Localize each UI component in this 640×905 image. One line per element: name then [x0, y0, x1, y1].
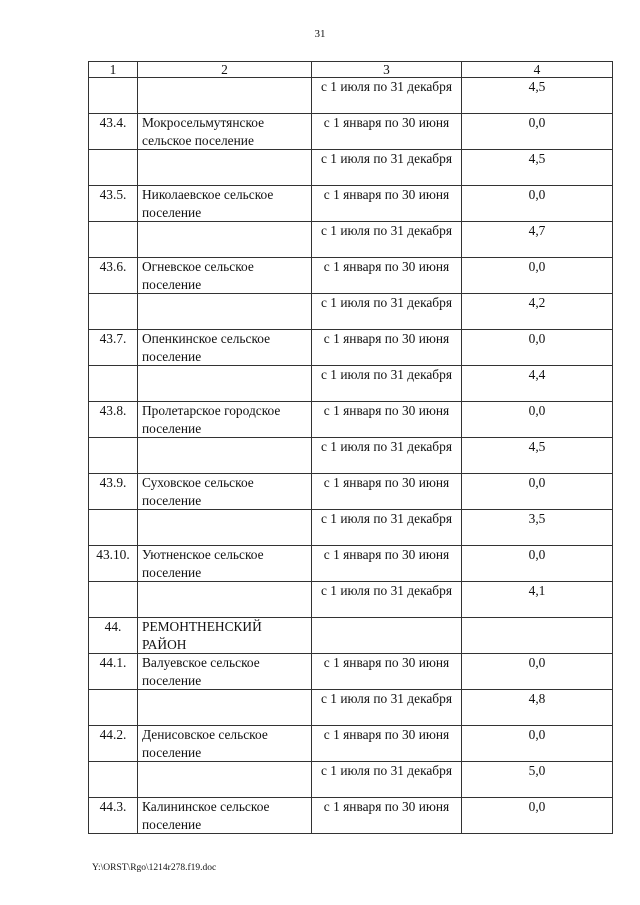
header-col-1: 1	[89, 62, 138, 78]
row-number	[89, 690, 138, 726]
row-number	[89, 438, 138, 474]
table-row	[89, 330, 613, 366]
data-table	[88, 61, 613, 834]
settlement-name: Уютненское сельское поселение	[138, 546, 312, 582]
table-row	[89, 366, 613, 402]
rate-value: 4,5	[462, 438, 613, 474]
period-cell: с 1 января по 30 июня	[312, 186, 462, 222]
period-cell: с 1 января по 30 июня	[312, 114, 462, 150]
header-col-4: 4	[462, 62, 613, 78]
table-row	[89, 582, 613, 618]
footer-file-path: Y:\ORST\Rgo\1214r278.f19.doc	[92, 863, 217, 873]
settlement-name: Опенкинское сельское поселение	[138, 330, 312, 366]
settlement-name	[138, 294, 312, 330]
settlement-name: Валуевское сельское поселение	[138, 654, 312, 690]
table-body	[89, 78, 613, 834]
row-number	[89, 294, 138, 330]
row-number	[89, 78, 138, 114]
period-cell: с 1 января по 30 июня	[312, 474, 462, 510]
header-col-3: 3	[312, 62, 462, 78]
row-number: 43.9.	[89, 474, 138, 510]
period-cell	[312, 618, 462, 654]
row-number	[89, 366, 138, 402]
table-row	[89, 78, 613, 114]
settlement-name: Огневское сельское поселение	[138, 258, 312, 294]
settlement-name	[138, 150, 312, 186]
settlement-name	[138, 366, 312, 402]
rate-value: 4,5	[462, 78, 613, 114]
rate-value: 0,0	[462, 474, 613, 510]
page-number: 31	[314, 28, 326, 40]
rate-value: 0,0	[462, 186, 613, 222]
settlement-name	[138, 222, 312, 258]
period-cell: с 1 июля по 31 декабря	[312, 150, 462, 186]
period-cell: с 1 января по 30 июня	[312, 798, 462, 834]
rate-value: 0,0	[462, 402, 613, 438]
table-row	[89, 186, 613, 222]
period-cell: с 1 января по 30 июня	[312, 258, 462, 294]
settlement-name: Николаевское сельское поселение	[138, 186, 312, 222]
settlement-name	[138, 78, 312, 114]
settlement-name	[138, 582, 312, 618]
table-row	[89, 510, 613, 546]
rate-value: 4,8	[462, 690, 613, 726]
period-cell: с 1 января по 30 июня	[312, 726, 462, 762]
table-row	[89, 438, 613, 474]
period-cell: с 1 января по 30 июня	[312, 546, 462, 582]
row-number: 43.10.	[89, 546, 138, 582]
table-row	[89, 222, 613, 258]
row-number: 43.7.	[89, 330, 138, 366]
period-cell: с 1 июля по 31 декабря	[312, 222, 462, 258]
table-header	[89, 62, 613, 78]
row-number: 43.4.	[89, 114, 138, 150]
table-row	[89, 294, 613, 330]
row-number	[89, 762, 138, 798]
row-number: 43.6.	[89, 258, 138, 294]
row-number	[89, 150, 138, 186]
table-row	[89, 726, 613, 762]
table-row	[89, 150, 613, 186]
row-number: 44.2.	[89, 726, 138, 762]
rate-value: 4,7	[462, 222, 613, 258]
period-cell: с 1 июля по 31 декабря	[312, 294, 462, 330]
row-number: 44.3.	[89, 798, 138, 834]
rate-value: 0,0	[462, 330, 613, 366]
row-number: 44.	[89, 618, 138, 654]
rate-value: 5,0	[462, 762, 613, 798]
settlement-name	[138, 762, 312, 798]
settlement-name: Денисовское сельское поселение	[138, 726, 312, 762]
rate-value: 0,0	[462, 654, 613, 690]
rate-value: 0,0	[462, 546, 613, 582]
settlement-name: РЕМОНТНЕНСКИЙ РАЙОН	[138, 618, 312, 654]
period-cell: с 1 января по 30 июня	[312, 654, 462, 690]
rate-value: 0,0	[462, 726, 613, 762]
period-cell: с 1 июля по 31 декабря	[312, 510, 462, 546]
settlement-name	[138, 510, 312, 546]
row-number: 43.8.	[89, 402, 138, 438]
period-cell: с 1 июля по 31 декабря	[312, 78, 462, 114]
table-row	[89, 690, 613, 726]
settlement-name: Суховское сельское поселение	[138, 474, 312, 510]
period-cell: с 1 января по 30 июня	[312, 330, 462, 366]
settlement-name	[138, 690, 312, 726]
period-cell: с 1 июля по 31 декабря	[312, 366, 462, 402]
rate-value: 0,0	[462, 114, 613, 150]
row-number	[89, 510, 138, 546]
row-number	[89, 582, 138, 618]
settlement-name: Пролетарское городское поселение	[138, 402, 312, 438]
table-row	[89, 618, 613, 654]
table-row	[89, 654, 613, 690]
rate-value: 4,5	[462, 150, 613, 186]
period-cell: с 1 июля по 31 декабря	[312, 582, 462, 618]
table-row	[89, 474, 613, 510]
settlement-name: Мокросельмутянское сельское поселение	[138, 114, 312, 150]
table-row	[89, 114, 613, 150]
rate-value: 0,0	[462, 258, 613, 294]
rate-value: 4,4	[462, 366, 613, 402]
settlement-name: Калининское сельское поселение	[138, 798, 312, 834]
rate-value: 4,2	[462, 294, 613, 330]
rate-value: 3,5	[462, 510, 613, 546]
rate-value: 4,1	[462, 582, 613, 618]
header-col-2: 2	[138, 62, 312, 78]
table-row	[89, 798, 613, 834]
table-row	[89, 258, 613, 294]
table-row	[89, 402, 613, 438]
rate-value: 0,0	[462, 798, 613, 834]
row-number: 43.5.	[89, 186, 138, 222]
period-cell: с 1 января по 30 июня	[312, 402, 462, 438]
settlement-name	[138, 438, 312, 474]
period-cell: с 1 июля по 31 декабря	[312, 762, 462, 798]
table-row	[89, 546, 613, 582]
table-row	[89, 762, 613, 798]
row-number: 44.1.	[89, 654, 138, 690]
rate-value	[462, 618, 613, 654]
header-row	[89, 62, 613, 78]
period-cell: с 1 июля по 31 декабря	[312, 690, 462, 726]
period-cell: с 1 июля по 31 декабря	[312, 438, 462, 474]
row-number	[89, 222, 138, 258]
